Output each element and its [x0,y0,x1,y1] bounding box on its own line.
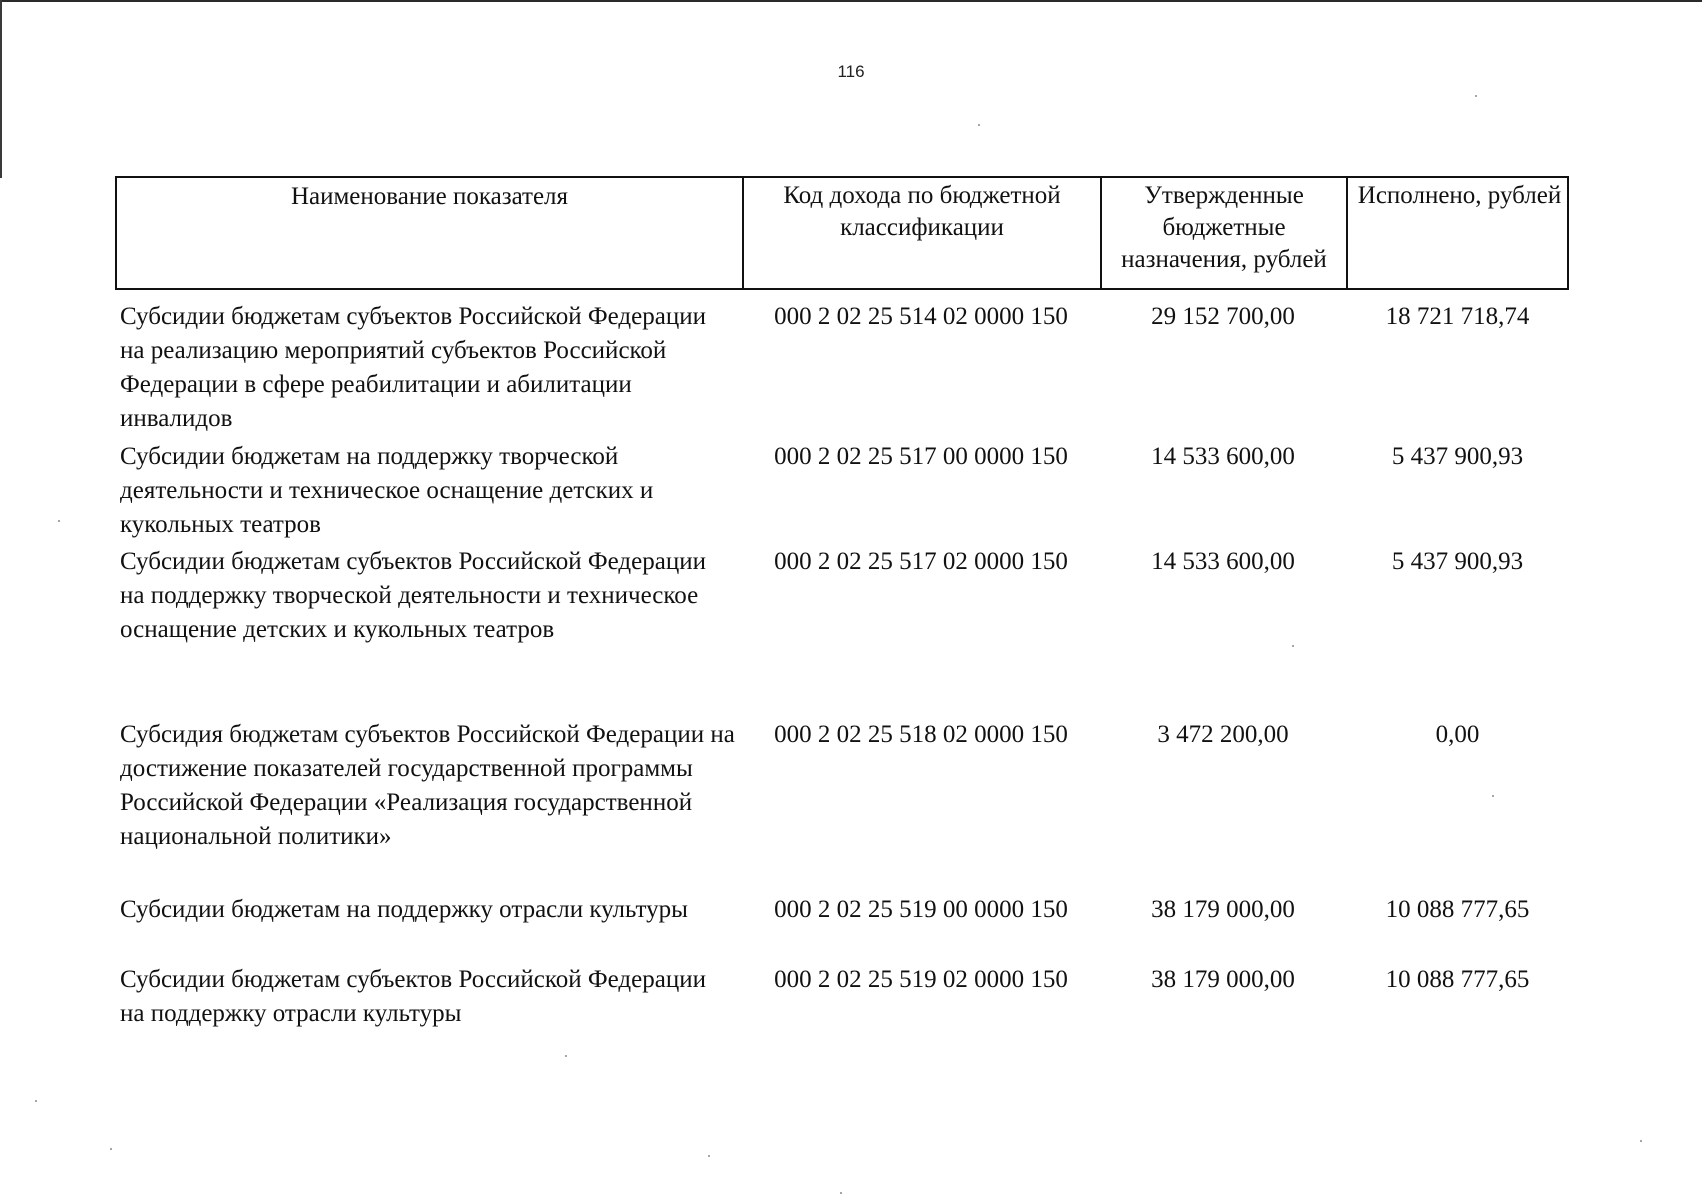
table-row [115,300,1569,440]
scan-speck [35,1100,37,1102]
header-executed-amount: Исполнено, рублей [1357,182,1562,209]
table-row [115,545,1569,718]
header-income-code: Код дохода по бюджетной классификации [744,178,1102,288]
row-indicator-name: Субсидии бюджетам субъектов Российской Федерации на поддержку отрасли культуры [120,966,706,1027]
row-executed-amount: 18 721 718,74 [1385,303,1530,330]
row-executed-amount: 0,00 [1435,721,1480,748]
row-executed-amount: 5 437 900,93 [1391,443,1524,470]
row-income-code: 000 2 02 25 518 02 0000 150 [774,721,1068,748]
row-indicator-name: Субсидии бюджетам субъектов Российской Федерации на реализацию мероприятий субъектов Российской Федерации в сфере реабилитации и абилитации инвалидов [120,303,706,432]
table-row [115,718,1569,893]
budget-report-table [115,176,1569,1035]
page-number: 116 [837,62,865,81]
row-approved-amount: 3 472 200,00 [1157,721,1289,748]
header-approved-amount: Утвержденные бюджетные назначения, рублей [1102,178,1348,288]
row-approved-amount: 38 179 000,00 [1151,966,1295,993]
scan-speck [978,124,980,126]
row-indicator-name: Субсидии бюджетам субъектов Российской Федерации на поддержку творческой деятельности и техническое оснащение детских и кукольных театров [120,548,706,643]
scan-speck [110,1148,112,1150]
row-indicator-name: Субсидии бюджетам на поддержку отрасли культуры [120,896,688,923]
row-executed-amount: 10 088 777,65 [1385,896,1530,923]
header-indicator-name: Наименование показателя [117,178,744,288]
scan-edge-left [0,0,2,178]
table-row [115,963,1569,1035]
table-header-row [115,176,1569,290]
scan-speck [840,1192,842,1194]
scan-speck [1492,795,1494,797]
row-approved-amount: 29 152 700,00 [1151,303,1295,330]
table-row [115,893,1569,963]
scan-speck [565,1055,567,1057]
table-row [115,440,1569,545]
row-indicator-name: Субсидии бюджетам на поддержку творческой деятельности и техническое оснащение детских и кукольных театров [120,443,654,538]
row-approved-amount: 14 533 600,00 [1151,548,1295,575]
row-executed-amount: 10 088 777,65 [1385,966,1530,993]
scan-speck [708,1155,710,1157]
scan-speck [1292,645,1294,647]
scan-speck [1640,1140,1642,1142]
scan-speck [1475,95,1477,97]
row-approved-amount: 14 533 600,00 [1151,443,1295,470]
row-approved-amount: 38 179 000,00 [1151,896,1295,923]
scan-speck [58,520,60,522]
row-indicator-name: Субсидия бюджетам субъектов Российской Федерации на достижение показателей государственной программы Российской Федерации «Реализация государственной национальной политики» [120,721,735,850]
row-income-code: 000 2 02 25 514 02 0000 150 [774,303,1068,330]
row-executed-amount: 5 437 900,93 [1391,548,1524,575]
row-income-code: 000 2 02 25 517 00 0000 150 [774,443,1068,470]
scan-edge-top [0,0,1702,2]
row-income-code: 000 2 02 25 519 00 0000 150 [774,896,1068,923]
row-income-code: 000 2 02 25 517 02 0000 150 [774,548,1068,575]
row-income-code: 000 2 02 25 519 02 0000 150 [774,966,1068,993]
